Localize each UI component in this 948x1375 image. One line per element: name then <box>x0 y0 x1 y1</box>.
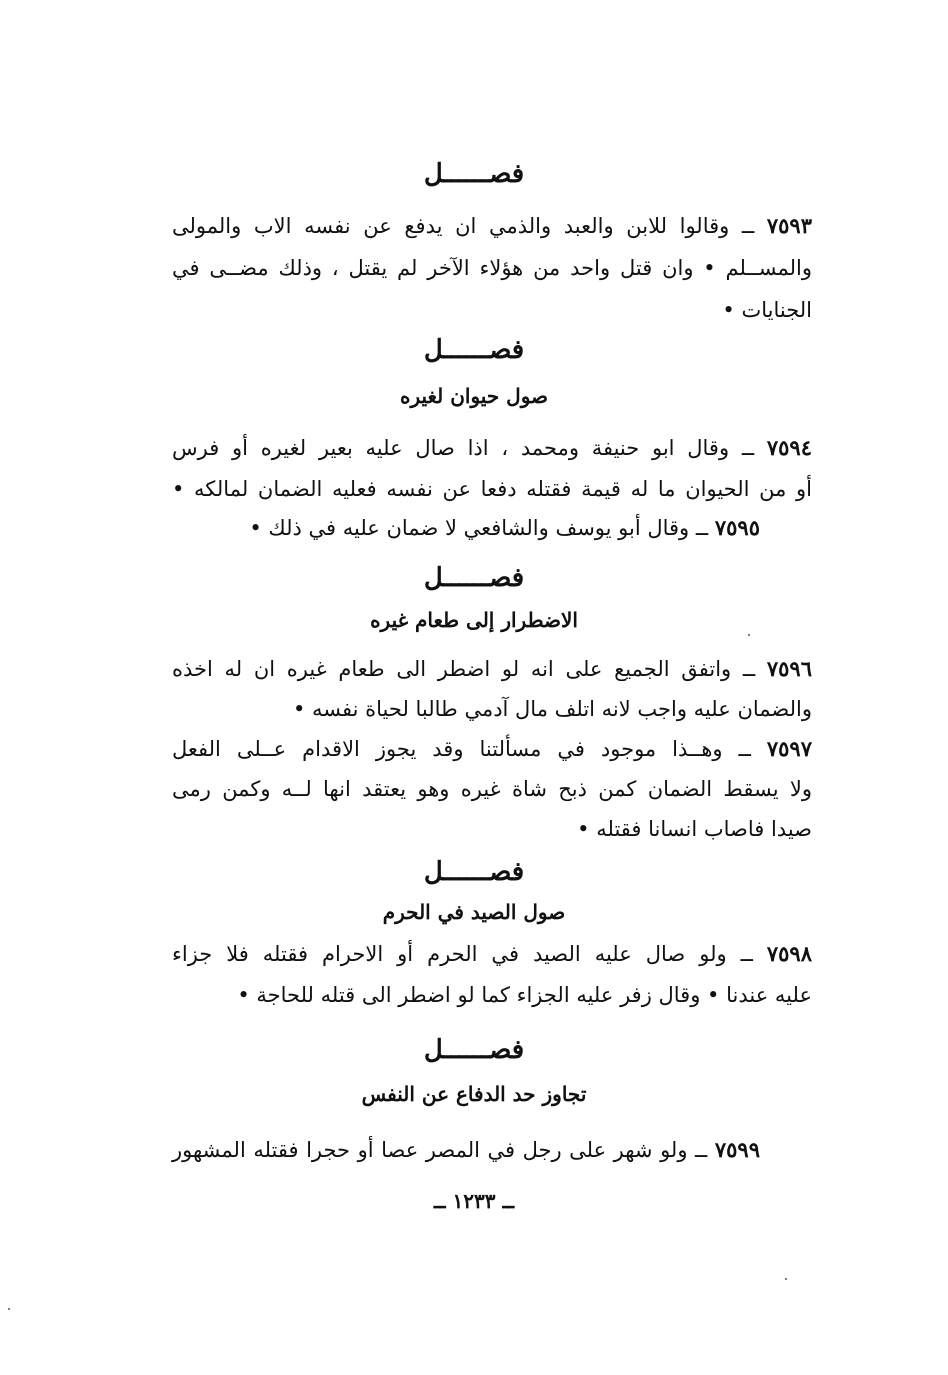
paragraph-7596-text-1: ــ واتفق الجميع على انه لو اضطر الى طعام غيره ان له اخذه <box>172 657 756 681</box>
paragraph-7596-line-2: والضمان عليه واجب لانه اتلف مال آدمي طالبا لحياة نفسه • <box>292 697 812 721</box>
paragraph-7599-line-1 <box>172 1136 760 1164</box>
paragraph-number-7594: ٧٥٩٤ <box>766 435 812 460</box>
section-subheading-animal-attack: صول حيوان لغيره <box>399 384 549 408</box>
paragraph-number-7598: ٧٥٩٨ <box>766 941 812 966</box>
paragraph-7594-line-2: أو من الحيوان ما له قيمة فقتله دفعا عن نفسه فعليه الضمان لمالكه • <box>172 477 812 501</box>
section-subheading-necessity-food: الاضطرار إلى طعام غيره <box>370 608 578 632</box>
paragraph-number-7599: ٧٥٩٩ <box>714 1137 760 1162</box>
paragraph-7593-text-1: ــ وقالوا للابن والعبد والذمي ان يدفع عن نفسه الاب والمولى <box>172 214 755 238</box>
paragraph-7594-text-1: ــ وقال ابو حنيفة ومحمد ، اذا صال عليه بعير لغيره أو فرس <box>172 436 755 460</box>
section-subheading-game-haram: صول الصيد في الحرم <box>382 900 566 924</box>
scan-speck <box>8 1308 10 1310</box>
paragraph-7597-line-2: ولا يسقط الضمان كمن ذبح شاة غيره وهو يعتقد انها لــه وكمن رمى <box>172 777 812 801</box>
paragraph-number-7596: ٧٥٩٦ <box>766 656 812 681</box>
section-heading-fasl-1: فصــــــل <box>423 159 525 189</box>
section-heading-fasl-3: فصــــــل <box>423 563 525 593</box>
paragraph-7596-line-1 <box>172 655 812 683</box>
paragraph-7599-text-1: ــ ولو شهر على رجل في المصر عصا أو حجرا فقتله المشهور <box>172 1138 708 1162</box>
section-heading-fasl-5: فصــــــل <box>423 1035 525 1065</box>
paragraph-7593-line-1 <box>172 212 812 240</box>
paragraph-7598-line-1 <box>172 940 812 968</box>
page-number: ــ ١٢٣٣ ــ <box>433 1189 515 1213</box>
paragraph-7597-text-1: ــ وهــذا موجود في مسألتنا وقد يجوز الاقدام عــلى الفعل <box>172 737 751 761</box>
paragraph-7593-line-2: والمســلم • وان قتل واحد من هؤلاء الآخر لم يقتل ، وذلك مضــى في <box>172 256 812 280</box>
paragraph-7598-text-1: ــ ولو صال عليه الصيد في الحرم أو الاحرام فقتله فلا جزاء <box>172 942 753 966</box>
paragraph-7595-text-1: ــ وقال أبو يوسف والشافعي لا ضمان عليه في ذلك • <box>249 516 709 540</box>
paragraph-7593-line-3: الجنايات • <box>722 298 812 322</box>
paragraph-number-7593: ٧٥٩٣ <box>766 213 812 238</box>
paragraph-7597-line-1 <box>172 735 812 763</box>
paragraph-7597-line-3: صيدا فاصاب انسانا فقتله • <box>577 817 812 841</box>
paragraph-number-7595: ٧٥٩٥ <box>714 515 760 540</box>
paragraph-7594-line-1 <box>172 434 812 462</box>
paragraph-number-7597: ٧٥٩٧ <box>766 736 812 761</box>
scan-speck <box>785 1278 787 1280</box>
scan-speck <box>748 634 750 636</box>
section-subheading-exceeding-self-defense: تجاوز حد الدفاع عن النفس <box>361 1082 587 1106</box>
paragraph-7598-line-2: عليه عندنا • وقال زفر عليه الجزاء كما لو اضطر الى قتله للحاجة • <box>237 983 812 1007</box>
section-heading-fasl-4: فصــــــل <box>423 857 525 887</box>
paragraph-7595-line-1 <box>172 514 760 542</box>
section-heading-fasl-2: فصــــــل <box>423 335 525 365</box>
